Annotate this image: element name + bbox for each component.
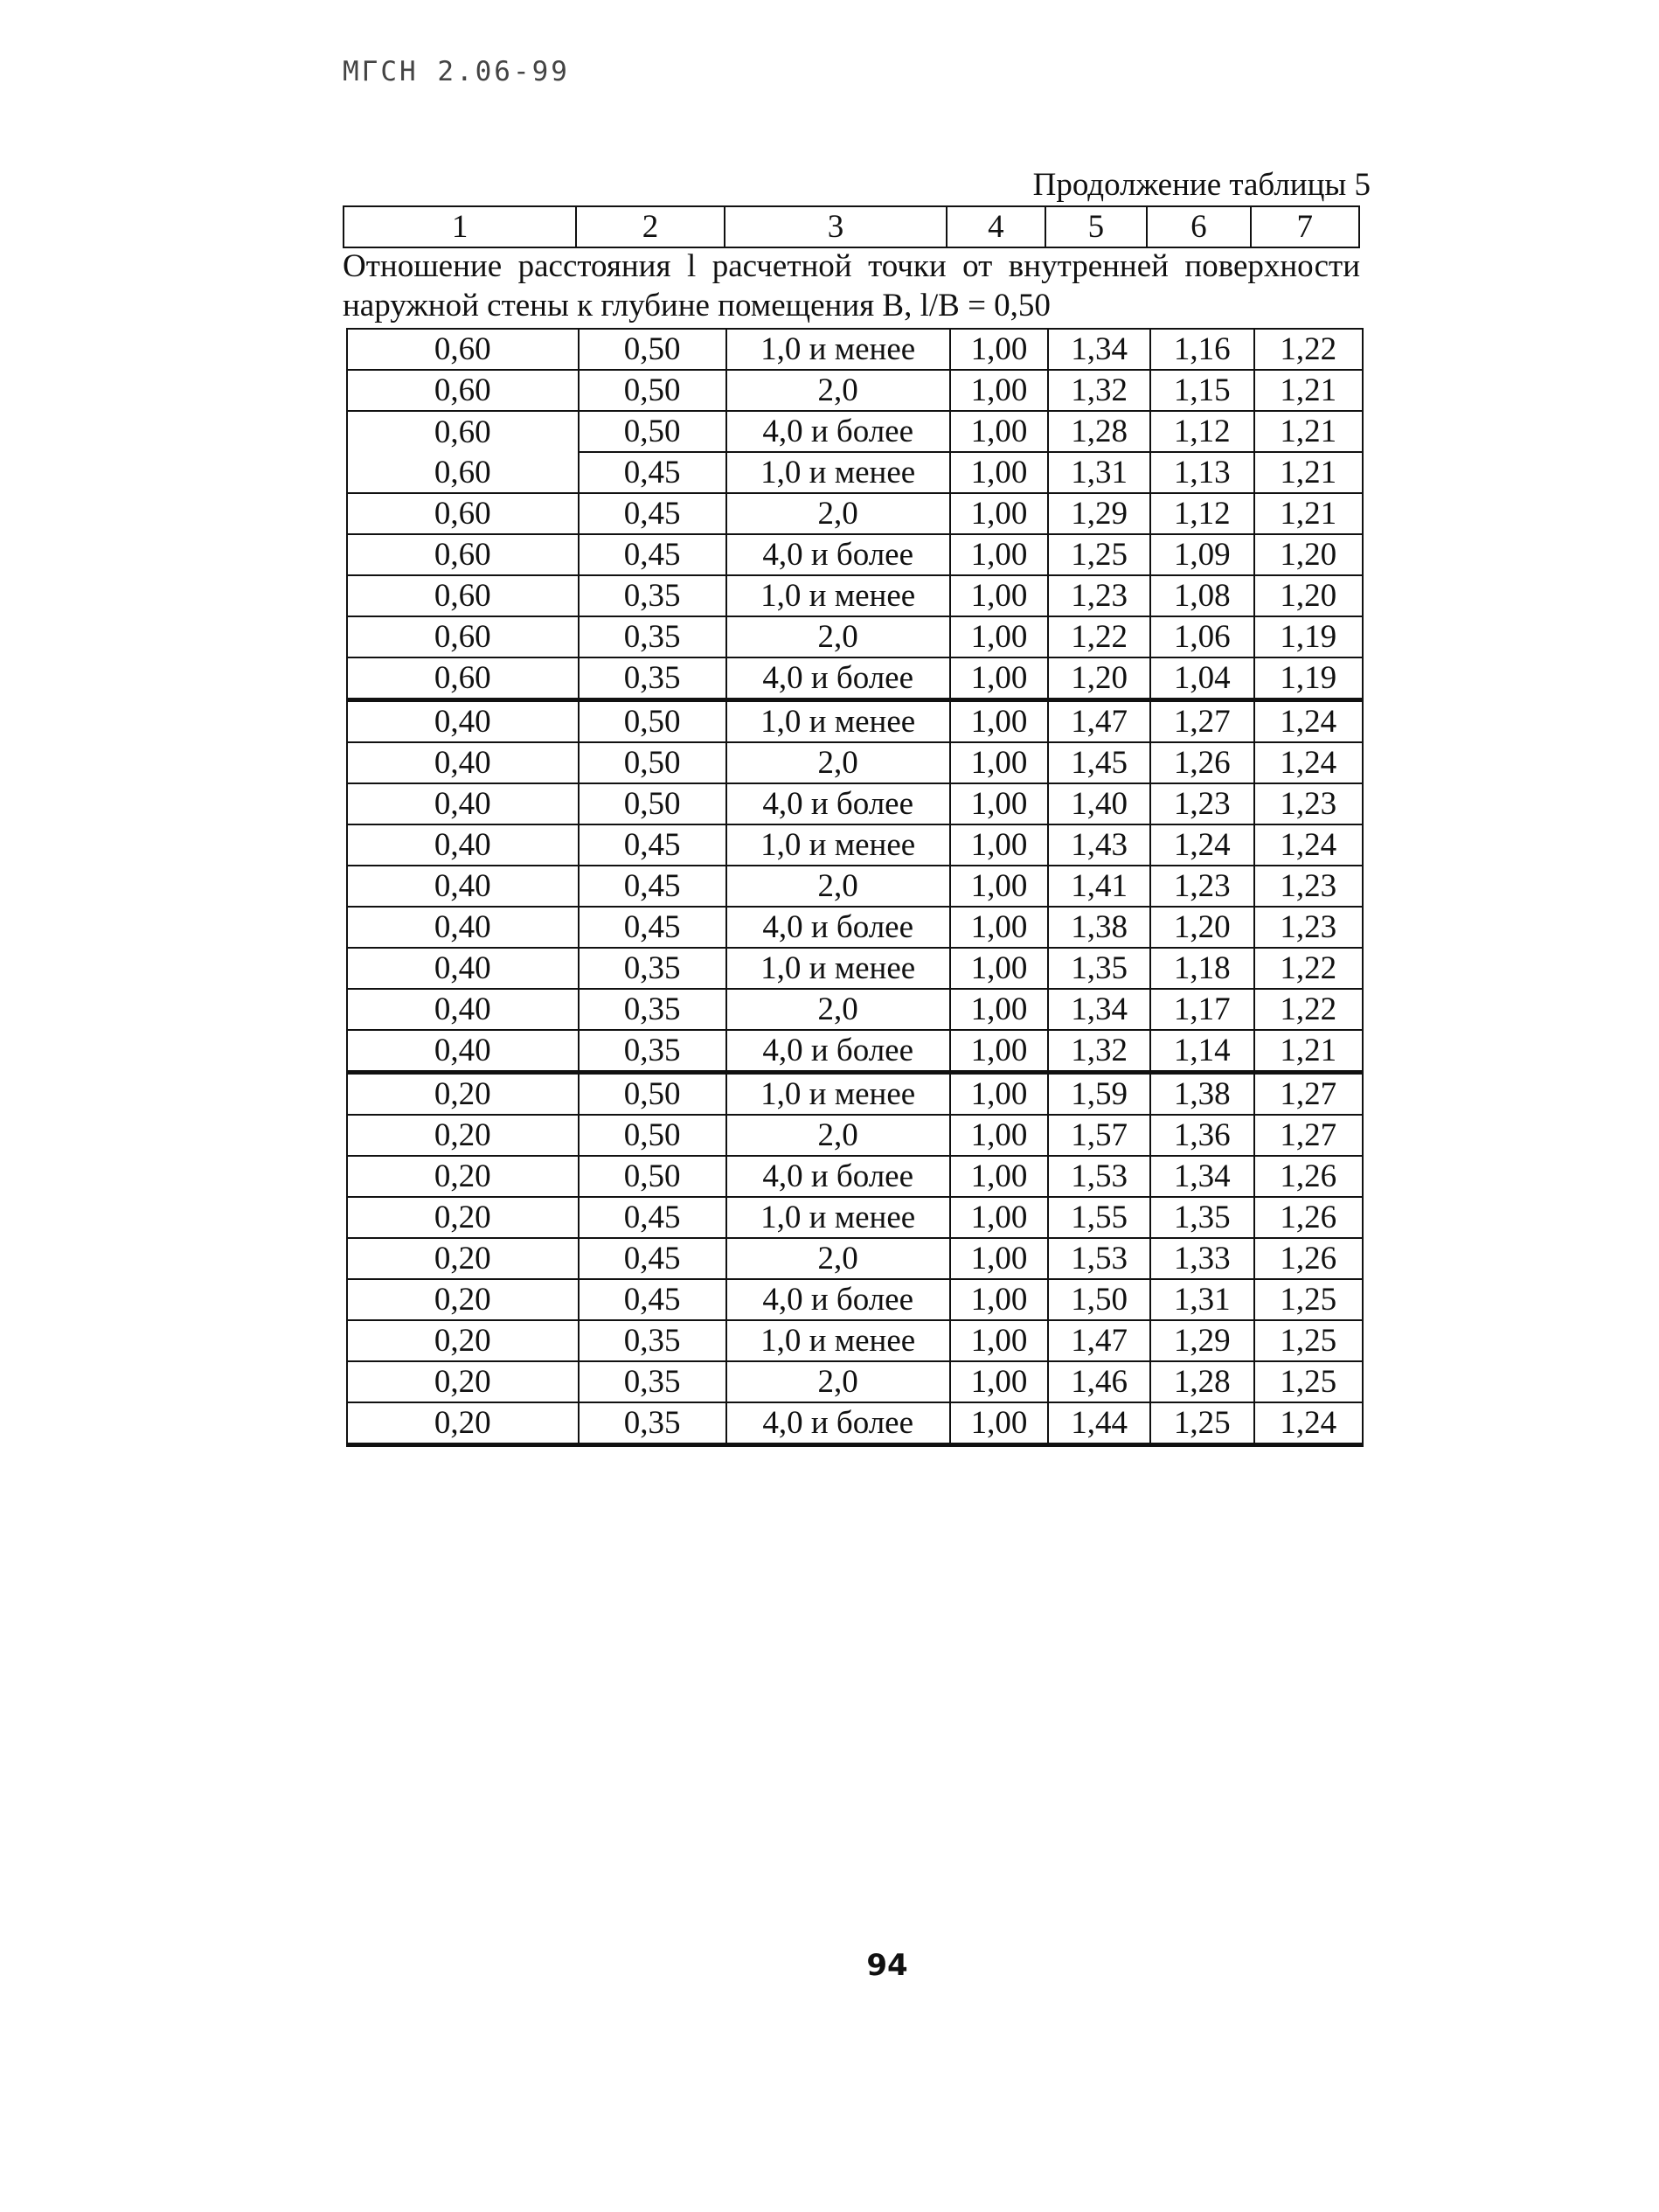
table-cell: 1,35: [1150, 1197, 1254, 1238]
table-row: [347, 989, 1363, 1030]
table-cell: 1,23: [1048, 575, 1150, 616]
table-cell: 1,47: [1048, 700, 1150, 743]
table-cell: 0,35: [579, 1320, 726, 1361]
table-cell: 2,0: [726, 1115, 950, 1156]
table-cell: 1,38: [1150, 1073, 1254, 1116]
table-cell: 1,21: [1254, 493, 1363, 534]
table-cell: 0,35: [579, 657, 726, 700]
table-cell: 0,45: [579, 452, 726, 493]
table-cell: 1,23: [1254, 866, 1363, 907]
table-cell: 0,60: [347, 534, 579, 575]
table-cell: 0,35: [579, 1402, 726, 1445]
table-cell: 0,20: [347, 1402, 579, 1445]
table-cell: 0,35: [579, 948, 726, 989]
table-cell: 1,21: [1254, 1030, 1363, 1073]
table-cell: 4,0 и более: [726, 907, 950, 948]
table-cell: 0,50: [579, 700, 726, 743]
table-cell: 0,60: [347, 329, 579, 370]
table-cell: 1,29: [1150, 1320, 1254, 1361]
table-row: [347, 824, 1363, 866]
table-cell: 0,50: [579, 1115, 726, 1156]
table-cell: 1,34: [1048, 329, 1150, 370]
table-cell: 1,00: [950, 1073, 1049, 1116]
table-row: [347, 907, 1363, 948]
table-cell: 1,25: [1150, 1402, 1254, 1445]
table-cell: 1,44: [1048, 1402, 1150, 1445]
table-cell: 1,13: [1150, 452, 1254, 493]
table-cell: 1,14: [1150, 1030, 1254, 1073]
table-cell: 0,40: [347, 742, 579, 783]
table-cell: 1,21: [1254, 370, 1363, 411]
table-cell: 0,40: [347, 824, 579, 866]
table-cell: 0,35: [579, 1030, 726, 1073]
table-section-caption: [343, 247, 1360, 325]
table-cell: 4,0 и более: [726, 1279, 950, 1320]
table-cell: 0,50: [579, 329, 726, 370]
table-row: [347, 452, 1363, 493]
table-cell: 0,20: [347, 1073, 579, 1116]
table-cell: 1,26: [1254, 1238, 1363, 1279]
table-cell: 0,20: [347, 1279, 579, 1320]
table-cell: 1,00: [950, 657, 1049, 700]
table-cell: 1,00: [950, 948, 1049, 989]
table-cell: 1,09: [1150, 534, 1254, 575]
table-row: [347, 657, 1363, 700]
table-cell: 1,50: [1048, 1279, 1150, 1320]
column-number: 1: [344, 206, 576, 247]
table-row: [347, 783, 1363, 824]
table-row: [347, 370, 1363, 411]
table-row: [347, 1361, 1363, 1402]
table-cell: 1,27: [1254, 1115, 1363, 1156]
table-cell: 1,0 и менее: [726, 329, 950, 370]
table-cell: 4,0 и более: [726, 411, 950, 452]
column-number: 3: [725, 206, 947, 247]
table-row: [347, 616, 1363, 657]
table-cell: 1,23: [1254, 783, 1363, 824]
table-cell: 1,46: [1048, 1361, 1150, 1402]
table-cell: 1,22: [1254, 948, 1363, 989]
table-cell: 1,19: [1254, 657, 1363, 700]
table-cell: 1,00: [950, 329, 1049, 370]
table-cell: 1,0 и менее: [726, 452, 950, 493]
table-cell: 1,31: [1048, 452, 1150, 493]
table-cell: 1,28: [1150, 1361, 1254, 1402]
column-number: 5: [1045, 206, 1147, 247]
table-cell: 4,0 и более: [726, 534, 950, 575]
table-cell: 1,00: [950, 907, 1049, 948]
table-cell: 0,60: [347, 575, 579, 616]
table-row: [347, 1030, 1363, 1073]
table-row: [347, 1197, 1363, 1238]
table-cell: 2,0: [726, 742, 950, 783]
table-cell: 1,0 и менее: [726, 1320, 950, 1361]
table-cell: 1,19: [1254, 616, 1363, 657]
table-cell: 4,0 и более: [726, 1030, 950, 1073]
table-cell: 1,40: [1048, 783, 1150, 824]
table-cell: 1,12: [1150, 411, 1254, 452]
table-continuation-label: Продолжение таблицы 5: [1032, 167, 1371, 203]
table-cell: 1,00: [950, 575, 1049, 616]
table-cell: 1,00: [950, 1279, 1049, 1320]
table-cell: 1,47: [1048, 1320, 1150, 1361]
table-cell: 1,20: [1254, 575, 1363, 616]
table-row: [347, 866, 1363, 907]
table-cell: 1,0 и менее: [726, 1073, 950, 1116]
table-cell: 1,00: [950, 616, 1049, 657]
table-cell: 0,20: [347, 1156, 579, 1197]
table-cell: 2,0: [726, 370, 950, 411]
table-cell: 1,20: [1254, 534, 1363, 575]
table-cell: 1,43: [1048, 824, 1150, 866]
table-cell: 1,24: [1254, 700, 1363, 743]
table-cell: 1,35: [1048, 948, 1150, 989]
table-cell: 1,29: [1048, 493, 1150, 534]
table-cell: 0,40: [347, 907, 579, 948]
table-cell: 1,57: [1048, 1115, 1150, 1156]
table-cell: 1,53: [1048, 1156, 1150, 1197]
table-cell: 0,40: [347, 1030, 579, 1073]
table-cell: 1,08: [1150, 575, 1254, 616]
table-cell: 1,00: [950, 534, 1049, 575]
table-cell: 1,34: [1150, 1156, 1254, 1197]
table-cell: 1,34: [1048, 989, 1150, 1030]
table-cell: 4,0 и более: [726, 1402, 950, 1445]
table-cell: 0,60: [347, 370, 579, 411]
table-cell: 1,00: [950, 742, 1049, 783]
table-cell: 0,35: [579, 616, 726, 657]
table-cell: 1,0 и менее: [726, 948, 950, 989]
table-cell: 1,12: [1150, 493, 1254, 534]
table-cell: 0,40: [347, 948, 579, 989]
table-cell: 1,17: [1150, 989, 1254, 1030]
table-cell: 1,55: [1048, 1197, 1150, 1238]
table-cell: 1,53: [1048, 1238, 1150, 1279]
table-cell: 1,18: [1150, 948, 1254, 989]
table-cell: 1,23: [1150, 866, 1254, 907]
table-cell: 2,0: [726, 493, 950, 534]
table-cell: 1,00: [950, 783, 1049, 824]
table-cell: 0,45: [579, 534, 726, 575]
table-cell: 0,50: [579, 1156, 726, 1197]
table-cell: 1,26: [1150, 742, 1254, 783]
table-cell: 0,60: [347, 616, 579, 657]
document-code: МГСН 2.06-99: [343, 56, 570, 87]
table-cell: 1,21: [1254, 411, 1363, 452]
table-row: [347, 329, 1363, 370]
table-cell: 0,50: [579, 1073, 726, 1116]
table-cell: 0,60: [347, 411, 579, 452]
table-row: [347, 575, 1363, 616]
table-cell: 1,23: [1254, 907, 1363, 948]
table-cell: 1,27: [1150, 700, 1254, 743]
table-cell: 1,25: [1254, 1361, 1363, 1402]
column-number: 4: [947, 206, 1045, 247]
table-cell: 0,45: [579, 907, 726, 948]
table-cell: 1,24: [1254, 824, 1363, 866]
table-cell: 0,35: [579, 989, 726, 1030]
table-cell: 1,32: [1048, 1030, 1150, 1073]
caption-line: наружной стены к глубине помещения B, l/B = 0,50: [343, 288, 1051, 323]
table-cell: 0,40: [347, 700, 579, 743]
table-row: [347, 1279, 1363, 1320]
table-cell: 2,0: [726, 1238, 950, 1279]
coefficient-table: [346, 328, 1364, 1447]
table-cell: 0,50: [579, 783, 726, 824]
table-row: [347, 1073, 1363, 1116]
table-cell: 1,00: [950, 1197, 1049, 1238]
table-cell: 0,60: [347, 493, 579, 534]
column-number: 2: [576, 206, 725, 247]
page-number: 94: [866, 1948, 908, 1983]
table-cell: 1,38: [1048, 907, 1150, 948]
table-cell: 0,60: [347, 657, 579, 700]
table-cell: 0,20: [347, 1320, 579, 1361]
table-cell: 0,50: [579, 742, 726, 783]
table-cell: 4,0 и более: [726, 1156, 950, 1197]
table-cell: 1,16: [1150, 329, 1254, 370]
table-cell: 1,00: [950, 411, 1049, 452]
table-cell: 1,00: [950, 1320, 1049, 1361]
table-cell: 1,00: [950, 1402, 1049, 1445]
table-cell: 1,32: [1048, 370, 1150, 411]
table-cell: 1,0 и менее: [726, 1197, 950, 1238]
table-cell: 0,45: [579, 1197, 726, 1238]
table-cell: 0,20: [347, 1197, 579, 1238]
table-cell: 1,41: [1048, 866, 1150, 907]
table-cell: 1,36: [1150, 1115, 1254, 1156]
table-cell: 1,15: [1150, 370, 1254, 411]
table-cell: 1,26: [1254, 1197, 1363, 1238]
table-cell: 0,45: [579, 824, 726, 866]
table-cell: 1,22: [1254, 329, 1363, 370]
table-cell: 1,25: [1048, 534, 1150, 575]
table-cell: 1,25: [1254, 1320, 1363, 1361]
table-cell: 1,25: [1254, 1279, 1363, 1320]
table-cell: 0,40: [347, 783, 579, 824]
table-cell: 1,00: [950, 1156, 1049, 1197]
table-row: [347, 1115, 1363, 1156]
column-number-header: [343, 205, 1360, 248]
table-cell: 2,0: [726, 1361, 950, 1402]
table-cell: 1,00: [950, 452, 1049, 493]
table-cell: 1,28: [1048, 411, 1150, 452]
table-cell: 1,0 и менее: [726, 824, 950, 866]
table-cell: 1,26: [1254, 1156, 1363, 1197]
caption-line: Отношение расстояния l расчетной точки от внутренней поверхности: [343, 248, 1360, 284]
table-row: [347, 1320, 1363, 1361]
table-cell: 1,22: [1048, 616, 1150, 657]
table-cell: 0,60: [347, 452, 579, 493]
table-cell: 0,45: [579, 866, 726, 907]
table-cell: 0,40: [347, 989, 579, 1030]
coefficient-table-body: [347, 329, 1363, 1445]
table-cell: 1,24: [1254, 742, 1363, 783]
table-cell: 0,35: [579, 1361, 726, 1402]
table-cell: 0,45: [579, 1238, 726, 1279]
table-cell: 4,0 и более: [726, 783, 950, 824]
table-cell: 1,31: [1150, 1279, 1254, 1320]
table-cell: 1,0 и менее: [726, 575, 950, 616]
table-cell: 1,33: [1150, 1238, 1254, 1279]
table-cell: 1,20: [1150, 907, 1254, 948]
table-row: [347, 411, 1363, 452]
table-cell: 0,50: [579, 370, 726, 411]
table-cell: 1,00: [950, 989, 1049, 1030]
table-cell: 0,50: [579, 411, 726, 452]
table-cell: 1,20: [1048, 657, 1150, 700]
table-cell: 1,04: [1150, 657, 1254, 700]
column-number: 7: [1251, 206, 1359, 247]
table-cell: 1,0 и менее: [726, 700, 950, 743]
table-cell: 0,20: [347, 1361, 579, 1402]
table-cell: 0,45: [579, 1279, 726, 1320]
column-number-row: [344, 206, 1359, 247]
table-cell: 1,22: [1254, 989, 1363, 1030]
table-row: [347, 1238, 1363, 1279]
table-cell: 0,45: [579, 493, 726, 534]
table-cell: 1,00: [950, 866, 1049, 907]
table-cell: 1,00: [950, 700, 1049, 743]
table-row: [347, 742, 1363, 783]
table-row: [347, 700, 1363, 743]
table-cell: 0,40: [347, 866, 579, 907]
table-cell: 1,00: [950, 1030, 1049, 1073]
table-cell: 1,06: [1150, 616, 1254, 657]
table-cell: 1,24: [1150, 824, 1254, 866]
table-cell: 1,21: [1254, 452, 1363, 493]
table-cell: 0,20: [347, 1115, 579, 1156]
table-cell: 1,00: [950, 1238, 1049, 1279]
table-cell: 1,24: [1254, 1402, 1363, 1445]
table-cell: 2,0: [726, 866, 950, 907]
table-row: [347, 1402, 1363, 1445]
table-cell: 1,00: [950, 493, 1049, 534]
table-row: [347, 1156, 1363, 1197]
table-row: [347, 534, 1363, 575]
table-cell: 1,45: [1048, 742, 1150, 783]
table-cell: 1,00: [950, 824, 1049, 866]
table-cell: 1,00: [950, 370, 1049, 411]
table-cell: 1,00: [950, 1115, 1049, 1156]
table-cell: 1,27: [1254, 1073, 1363, 1116]
table-row: [347, 493, 1363, 534]
table-row: [347, 948, 1363, 989]
table-cell: 2,0: [726, 989, 950, 1030]
table-cell: 1,59: [1048, 1073, 1150, 1116]
table-cell: 0,35: [579, 575, 726, 616]
table-cell: 2,0: [726, 616, 950, 657]
table-cell: 0,20: [347, 1238, 579, 1279]
table-cell: 1,23: [1150, 783, 1254, 824]
column-number: 6: [1147, 206, 1250, 247]
table-cell: 1,00: [950, 1361, 1049, 1402]
table-cell: 4,0 и более: [726, 657, 950, 700]
